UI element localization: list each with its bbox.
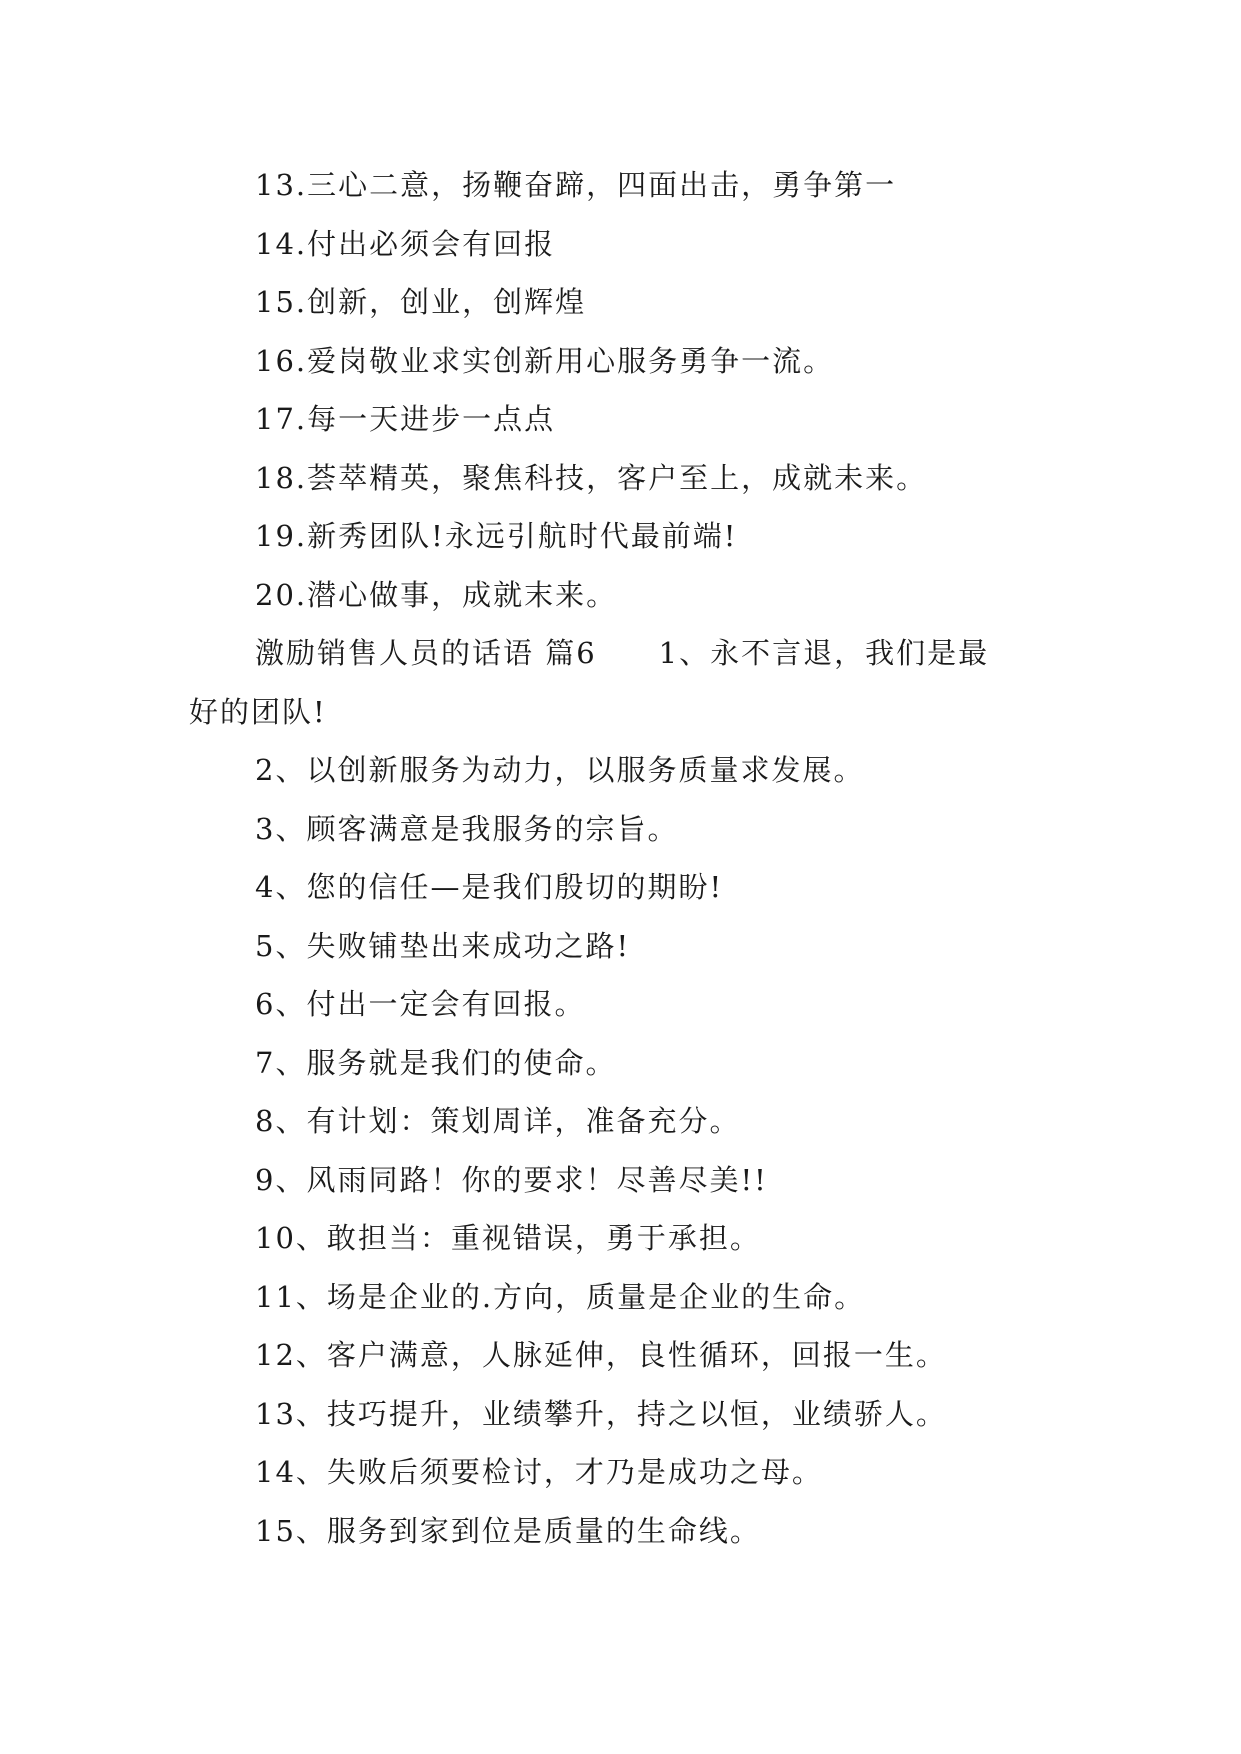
list-item: 16.爱岗敬业求实创新用心服务勇争一流。 bbox=[255, 343, 835, 378]
list-item: 15.创新，创业，创辉煌 bbox=[255, 285, 587, 319]
section-title: 激励销售人员的话语 篇6 bbox=[255, 636, 597, 670]
list-item: 17.每一天进步一点点 bbox=[255, 402, 556, 436]
list-item: 13、技巧提升，业绩攀升，持之以恒，业绩骄人。 bbox=[255, 1396, 947, 1431]
list-item: 7、服务就是我们的使命。 bbox=[255, 1045, 617, 1080]
list-item: 20.潜心做事，成就末来。 bbox=[255, 577, 618, 612]
list-item: 18.荟萃精英，聚焦科技，客户至上，成就未来。 bbox=[255, 460, 928, 495]
list-item: 4、您的信任—是我们殷切的期盼! bbox=[255, 870, 724, 904]
list-item: 13.三心二意，扬鞭奋蹄，四面出击，勇争第一 bbox=[255, 168, 897, 202]
list-item: 3、顾客满意是我服务的宗旨。 bbox=[255, 811, 679, 846]
list-item: 9、风雨同路！你的要求！尽善尽美!! bbox=[255, 1162, 768, 1197]
list-item: 12、客户满意，人脉延伸，良性循环，回报一生。 bbox=[255, 1338, 947, 1372]
list-item: 8、有计划：策划周详，准备充分。 bbox=[255, 1104, 741, 1138]
list-item-start: 1、永不言退，我们是最 bbox=[658, 636, 990, 670]
list-item: 10、敢担当：重视错误，勇于承担。 bbox=[255, 1221, 761, 1255]
list-item: 5、失败铺垫出来成功之路! bbox=[255, 928, 631, 963]
heading-spacer bbox=[597, 624, 659, 683]
list-item: 2、以创新服务为动力，以服务质量求发展。 bbox=[255, 753, 865, 787]
section-heading-line bbox=[189, 624, 1069, 683]
list-item: 11、场是企业的.方向，质量是企业的生命。 bbox=[255, 1279, 866, 1314]
list-item: 14、失败后须要检讨，才乃是成功之母。 bbox=[255, 1455, 823, 1489]
list-item: 14.付出必须会有回报 bbox=[255, 226, 556, 261]
list-item: 19.新秀团队!永远引航时代最前端! bbox=[255, 519, 738, 553]
list-item: 6、付出一定会有回报。 bbox=[255, 987, 586, 1021]
list-item: 15、服务到家到位是质量的生命线。 bbox=[255, 1513, 761, 1548]
list-item-continuation: 好的团队! bbox=[189, 694, 327, 729]
document-body bbox=[189, 156, 1069, 1560]
